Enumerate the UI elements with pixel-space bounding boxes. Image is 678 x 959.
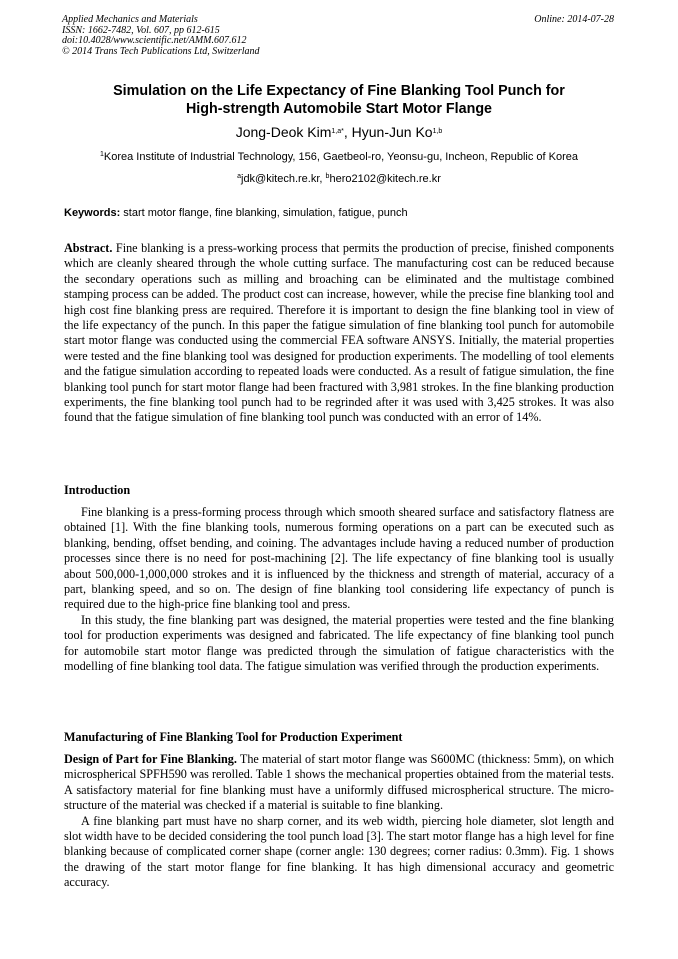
journal-name: Applied Mechanics and Materials	[62, 14, 198, 25]
author-1: Jong-Deok Kim	[235, 124, 332, 140]
copyright-line: © 2014 Trans Tech Publications Ltd, Switzerland	[62, 45, 260, 57]
introduction-paragraph-2: In this study, the fine blanking part was designed, the material properties were tested and the fine blanking tool for production experiments was designed and fabricated. The life expectancy of fine blanking tool punch for automobile start motor flange was predicted through the simulation of fatigue characteristics with the modelling of fine blanking tool data. The fatigue simulation was verified through the production experiments.	[64, 612, 614, 674]
author-1-sup: 1,a*	[331, 128, 344, 135]
manufacturing-paragraph-1	[64, 752, 614, 814]
email-separator: ,	[319, 173, 326, 185]
manufacturing-body	[64, 752, 614, 891]
author-2: Hyun-Jun Ko	[351, 124, 433, 140]
journal-header	[62, 15, 260, 57]
introduction-body	[64, 505, 614, 674]
manufacturing-heading: Manufacturing of Fine Blanking Tool for Production Experiment	[64, 730, 403, 744]
email-a: jdk@kitech.re.kr	[241, 173, 320, 185]
issn-line: ISSN: 1662-7482, Vol. 607, pp 612-615	[62, 24, 220, 36]
design-text: The material of start motor flange was S600MC (thickness: 5mm), on which microspherical SPFH590 was rerolled. Table 1 shows the mechanical properties obtained from the material tests. A satisfactory material for fine blanking must have a uniformly diffused microspherical structure. The micro-structure of the material was checked if a material is suitable to fine blanking.	[64, 752, 615, 813]
author-separator: ,	[343, 124, 352, 140]
manufacturing-paragraph-2: A fine blanking part must have no sharp corner, and its web width, piercing hole diameter, slot length and slot width have to be decided considering the tool punch load [3]. The start motor flange has a high level for fine blanking because of complicated corner shape (corner angle: 130 degrees; corner radius: 0.3mm). Fig. 1 shows the drawing of the start motor flange for fine blanking. It has high dimensional accuracy and geometric accuracy.	[64, 813, 614, 890]
introduction-paragraph-1: Fine blanking is a press-forming process through which smooth sheared surface and satisfactory flatness are obtained [1]. With the fine blanking tools, numerous forming operations on a part can be executed such as blanking, bending, offset bending, and coining. The advantages include having a reduced number of production processes since there is no need for post-machining [2]. The life expectancy of fine blanking tool is usually about 500,000-1,000,000 strokes and it is influenced by the thickness and strength of material, accuracy of a part, blanking speed, and so on. The design of fine blanking tool considering life expectancy of punch is required due to the high-price fine blanking tool and press.	[64, 505, 614, 612]
online-date: Online: 2014-07-28	[534, 14, 614, 25]
abstract-text: Fine blanking is a press-working process that permits the production of precise, finished components which are cleanly sheared through the whole cutting surface. The manufacturing cost can be reduced because the secondary operations such as milling and broaching can be eliminated and the multistage combined stamping process can be added. The product cost can increase, however, while the precise fine blanking tool and high cost fine blanking press are required. Therefore it is important to design the fine blanking tool in view of the life expectancy of the punch. In this paper the fatigue simulation of fine blanking tool punch for automobile start motor flange was conducted using the commercial FEA software ANSYS. Initially, the material properties were tested and the fine blanking tool was designed for production experiments. The modelling of tool elements and the fatigue simulation according to repeated loads were conducted. As a result of fatigue simulation, the fine blanking tool punch for start motor flange had been fractured with 3,981 strokes. In the fine blanking production experiments, the fine blanking tool punch had to be regrinded after it was used with 3,425 strokes. It was also found that the fatigue simulation of fine blanking tool punch was conducted with an error of 14%.	[64, 241, 614, 425]
design-subheading: Design of Part for Fine Blanking.	[64, 752, 237, 766]
email-b: hero2102@kitech.re.kr	[329, 173, 441, 185]
abstract	[64, 241, 614, 426]
affiliation-text: Korea Institute of Industrial Technology, 156, Gaetbeol-ro, Yeonsu-gu, Incheon, Republic of Korea	[103, 151, 579, 163]
email-a-sup: a	[237, 173, 241, 180]
paper-title	[62, 82, 616, 118]
author-list	[62, 123, 616, 141]
abstract-label: Abstract.	[64, 241, 113, 255]
affiliation-sup: 1	[99, 151, 104, 158]
introduction-heading: Introduction	[64, 483, 131, 497]
keywords-label: Keywords:	[64, 207, 121, 219]
author-2-sup: 1,b	[432, 128, 443, 135]
email-b-sup: b	[325, 173, 330, 180]
affiliation	[62, 150, 616, 164]
doi-line: doi:10.4028/www.scientific.net/AMM.607.612	[62, 35, 247, 46]
title-line-1: Simulation on the Life Expectancy of Fine Blanking Tool Punch for	[113, 83, 565, 99]
title-line-2: High-strength Automobile Start Motor Flange	[185, 101, 493, 117]
author-emails	[62, 172, 616, 186]
keywords-text: start motor flange, fine blanking, simulation, fatigue, punch	[120, 207, 408, 219]
keywords	[64, 206, 614, 220]
